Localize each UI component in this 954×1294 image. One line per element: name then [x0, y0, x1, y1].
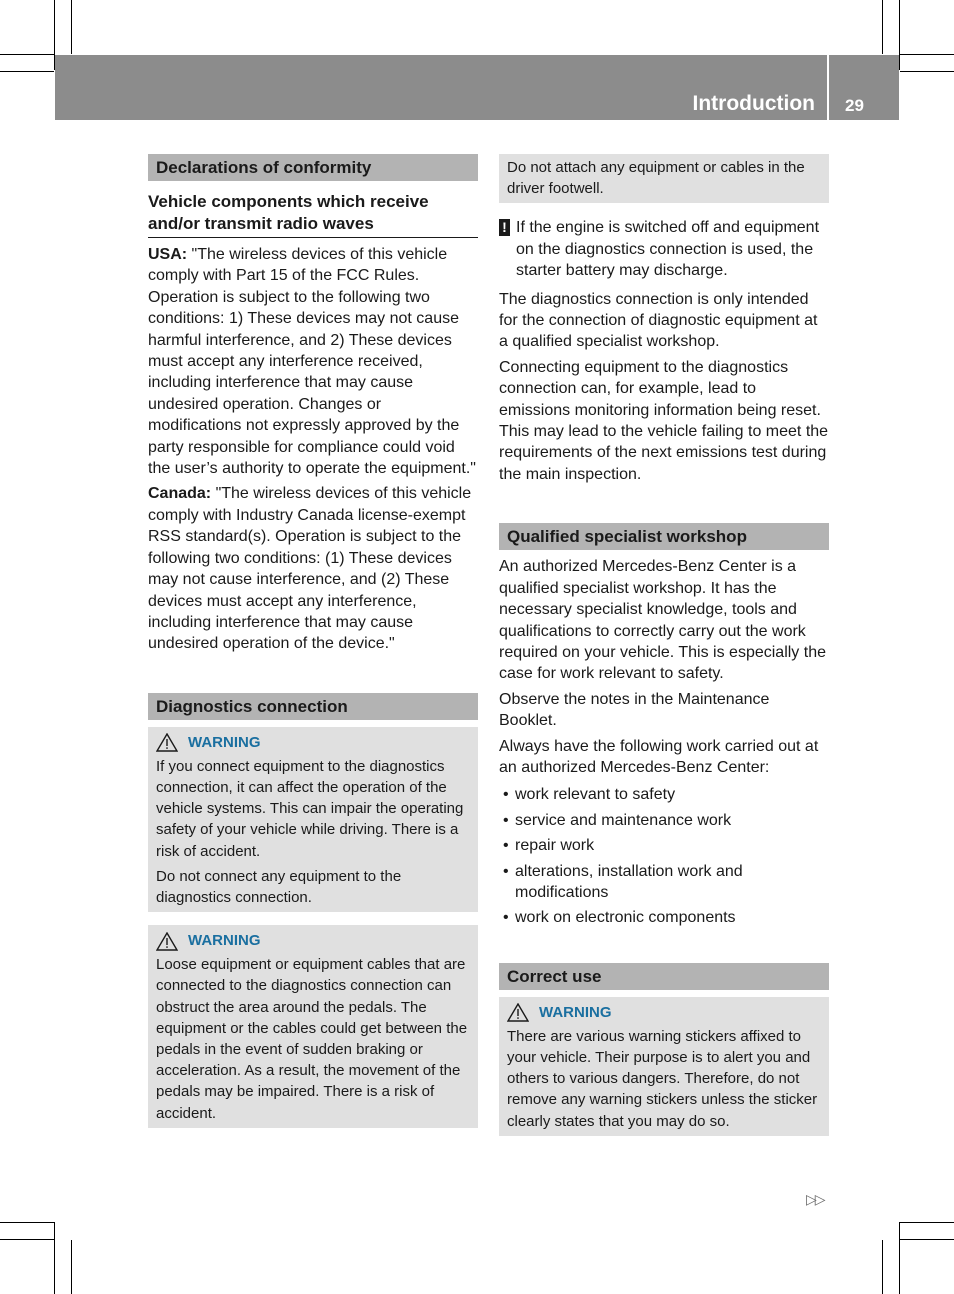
warning-label: WARNING [188, 932, 261, 950]
list-item: • repair work [499, 835, 829, 856]
warning-text: There are various warning stickers affixed to your vehicle. Their purpose is to alert you and others to various dangers. Therefore, do not remove any warning stickers unless the sticker clearly states that you may do so. [507, 1027, 818, 1130]
section-heading: Correct use [499, 963, 829, 990]
note-box-text: Do not attach any equipment or cables in the driver footwell. [507, 159, 805, 198]
warning-box [148, 727, 478, 912]
crop-mark [0, 1239, 54, 1240]
paragraph: Observe the notes in the Maintenance Booklet. [499, 690, 770, 730]
crop-mark [0, 54, 54, 55]
canada-text: "The wireless devices of this vehicle comply with Industry Canada license-exempt RSS standard(s). Operation is subject to the following two conditions: (1) These devices may not cause interference, and (2) These devices must accept any interference, including interference that may cause undesired operation of the device." [148, 485, 472, 653]
list-item: • work on electronic components [499, 907, 829, 928]
section-heading: Declarations of conformity [148, 154, 478, 181]
warning-text: Do not connect any equipment to the diagnostics connection. [156, 867, 402, 906]
right-column [499, 154, 829, 1136]
crop-mark [899, 1222, 900, 1294]
crop-mark [882, 1240, 883, 1294]
canada-label: Canada: [148, 485, 212, 503]
warning-triangle-icon [156, 733, 178, 752]
paragraph: Connecting equipment to the diagnostics connection can, for example, lead to emissions monitoring information being reset. This may lead to the vehicle failing to meet the requirements of the next emissions test during the main inspection. [499, 358, 829, 483]
usa-paragraph [148, 244, 478, 479]
warning-label: WARNING [539, 1003, 612, 1021]
list-item: • work relevant to safety [499, 784, 829, 805]
crop-mark [54, 1222, 55, 1294]
crop-mark [899, 0, 900, 70]
page-number: 29 [845, 96, 864, 115]
section-heading: Qualified specialist workshop [499, 523, 829, 550]
warning-header [156, 931, 470, 951]
page-number-box [829, 55, 899, 120]
paragraph: Always have the following work carried out at an authorized Mercedes-Benz Center: [499, 737, 819, 776]
warning-label: WARNING [188, 733, 261, 751]
warning-header [507, 1003, 821, 1023]
chapter-title: Introduction [692, 92, 815, 115]
crop-mark [0, 1222, 54, 1223]
note-box [499, 154, 829, 203]
crop-mark [71, 1240, 72, 1294]
crop-mark [900, 1222, 954, 1223]
attention-text: If the engine is switched off and equipment on the diagnostics connection is used, the starter battery may discharge. [516, 219, 820, 280]
warning-triangle-icon [156, 932, 178, 951]
paragraph: The diagnostics connection is only intended for the connection of diagnostic equipment at a qualified specialist workshop. [499, 290, 818, 351]
warning-text: If you connect equipment to the diagnostics connection, it can affect the operation of the vehicle systems. This can impair the operating safety of your vehicle while driving. There is a risk of accident. [156, 757, 464, 860]
warning-text: Loose equipment or equipment cables that are connected to the diagnostics connection can obstruct the area around the pedals. The equipment or the cables could get between the pedals in the event of sudden braking or acceleration. As a result, the movement of the pedals may be impaired. There is a risk of accident. [156, 956, 468, 1122]
work-list [499, 784, 829, 928]
list-item: • alterations, installation work and modifications [499, 861, 829, 904]
attention-note [499, 217, 829, 281]
continue-arrows: ▷▷ [806, 1191, 824, 1207]
list-item: • service and maintenance work [499, 810, 829, 831]
warning-box [148, 925, 478, 1128]
crop-mark [0, 71, 54, 72]
warning-header [156, 733, 470, 753]
paragraph: An authorized Mercedes-Benz Center is a qualified specialist workshop. It has the necessary specialist knowledge, tools and qualifications to correctly carry out the work required on your vehicle. This is especially the case for work relevant to safety. [499, 558, 826, 683]
canada-paragraph [148, 483, 478, 654]
crop-mark [900, 71, 954, 72]
section-heading: Diagnostics connection [148, 693, 478, 720]
usa-text: "The wireless devices of this vehicle comply with Part 15 of the FCC Rules. Operation is subject to the following two conditions: 1) These devices may not cause harmful interference, and 2) These devices must accept any interference received, including interference that may cause undesired operation. Changes or modifications not expressly approved by the party responsible for compliance could void the user’s authority to operate the equipment." [148, 246, 476, 478]
crop-mark [882, 0, 883, 54]
subsection-heading: Vehicle components which receive and/or transmit radio waves [148, 191, 478, 238]
crop-mark [900, 54, 954, 55]
warning-triangle-icon [507, 1003, 529, 1022]
crop-mark [900, 1239, 954, 1240]
warning-box [499, 997, 829, 1136]
left-column [148, 154, 478, 1128]
crop-mark [71, 0, 72, 54]
attention-icon: ! [499, 219, 510, 236]
header-bar [55, 55, 827, 120]
usa-label: USA: [148, 246, 188, 263]
